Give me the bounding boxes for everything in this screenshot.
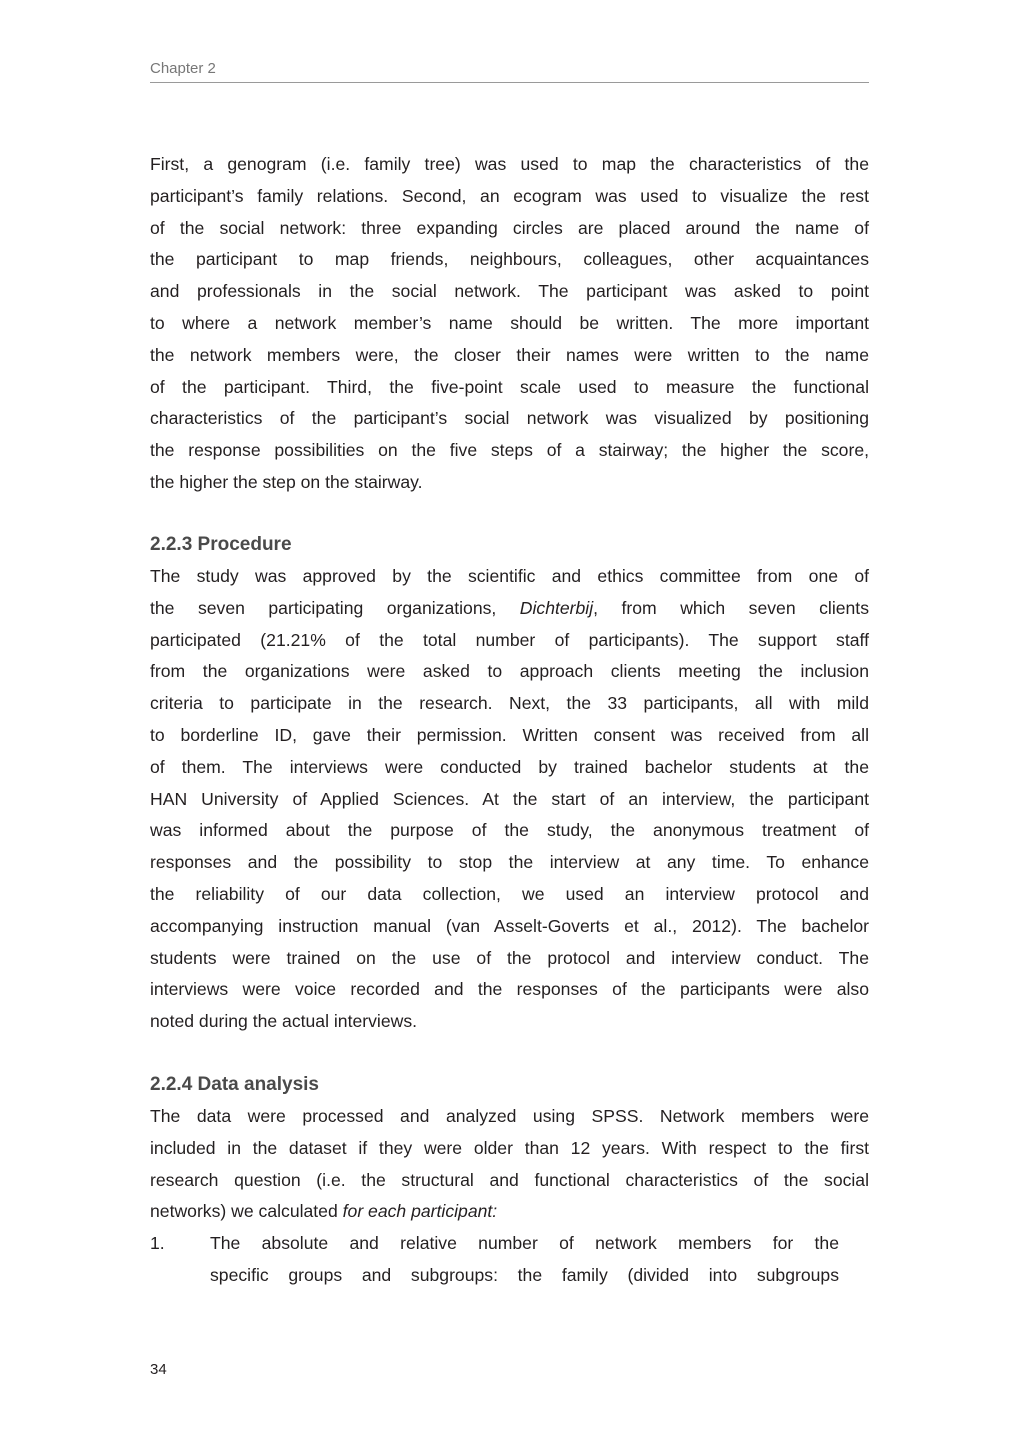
text-line: to where a network member’s name should be written. The more important — [150, 312, 869, 333]
text-line: the network members were, the closer their names were written to the name — [150, 344, 869, 365]
section-heading-data-analysis: 2.2.4 Data analysis — [150, 1074, 319, 1095]
text-line: criteria to participate in the research. Next, the 33 participants, all with mild — [150, 693, 869, 714]
section-heading-procedure: 2.2.3 Procedure — [150, 534, 292, 555]
paragraph-data-analysis — [150, 1101, 869, 1228]
page-number: 34 — [150, 1361, 167, 1378]
text-line: The study was approved by the scientific and ethics committee from one of — [150, 566, 869, 586]
text-line: First, a genogram (i.e. family tree) was used to map the characteristics of the — [150, 154, 869, 174]
text-line: interviews were voice recorded and the responses of the participants were also — [150, 979, 869, 1000]
text-line — [150, 593, 869, 625]
text-line: HAN University of Applied Sciences. At the start of an interview, the participant — [150, 788, 869, 809]
italic-text: for each participant: — [342, 1201, 498, 1222]
text-line: to borderline ID, gave their permission. Written consent was received from all — [150, 724, 869, 745]
text-line: of the participant. Third, the five-point scale used to measure the functional — [150, 376, 869, 397]
header-rule — [150, 82, 869, 83]
text-line: responses and the possibility to stop the interview at any time. To enhance — [150, 852, 869, 873]
running-header: Chapter 2 — [150, 60, 216, 77]
text-line: accompanying instruction manual (van Asselt-Goverts et al., 2012). The bachelor — [150, 915, 869, 936]
numbered-list-item — [150, 1228, 839, 1292]
text-line: the participant to map friends, neighbours, colleagues, other acquaintances — [150, 249, 869, 270]
text-line: and professionals in the social network. The participant was asked to point — [150, 281, 869, 302]
text-line: characteristics of the participant’s social network was visualized by positioning — [150, 408, 869, 429]
text-line: The absolute and relative number of network members for the — [210, 1233, 839, 1253]
text-line: the higher the step on the stairway. — [150, 471, 423, 492]
text-line: research question (i.e. the structural and functional characteristics of the social — [150, 1169, 869, 1190]
text-line: students were trained on the use of the protocol and interview conduct. The — [150, 947, 869, 968]
text-line: included in the dataset if they were older than 12 years. With respect to the first — [150, 1137, 869, 1158]
text-line: noted during the actual interviews. — [150, 1011, 417, 1032]
text-segment: the seven participating organizations, — [150, 597, 520, 618]
list-item-text — [210, 1228, 839, 1292]
text-segment: networks) we calculated — [150, 1201, 343, 1222]
paragraph-procedure — [150, 561, 869, 1038]
list-number: 1. — [150, 1233, 165, 1253]
paragraph-instruments — [150, 149, 869, 499]
text-line: the reliability of our data collection, we used an interview protocol and — [150, 883, 869, 904]
text-line — [150, 1196, 869, 1228]
text-line: of the social network: three expanding circles are placed around the name of — [150, 217, 869, 238]
text-segment: , from which seven clients — [593, 597, 869, 618]
text-line: was informed about the purpose of the study, the anonymous treatment of — [150, 820, 869, 841]
text-line: the response possibilities on the five steps of a stairway; the higher the score, — [150, 440, 869, 461]
text-line: participated (21.21% of the total number of participants). The support staff — [150, 629, 869, 650]
text-line: participant’s family relations. Second, an ecogram was used to visualize the rest — [150, 185, 869, 206]
text-line: specific groups and subgroups: the family (divided into subgroups — [210, 1264, 839, 1285]
text-line: The data were processed and analyzed using SPSS. Network members were — [150, 1106, 869, 1126]
text-line: from the organizations were asked to approach clients meeting the inclusion — [150, 661, 869, 682]
text-line: of them. The interviews were conducted by trained bachelor students at the — [150, 756, 869, 777]
italic-text: Dichterbij — [519, 597, 594, 618]
